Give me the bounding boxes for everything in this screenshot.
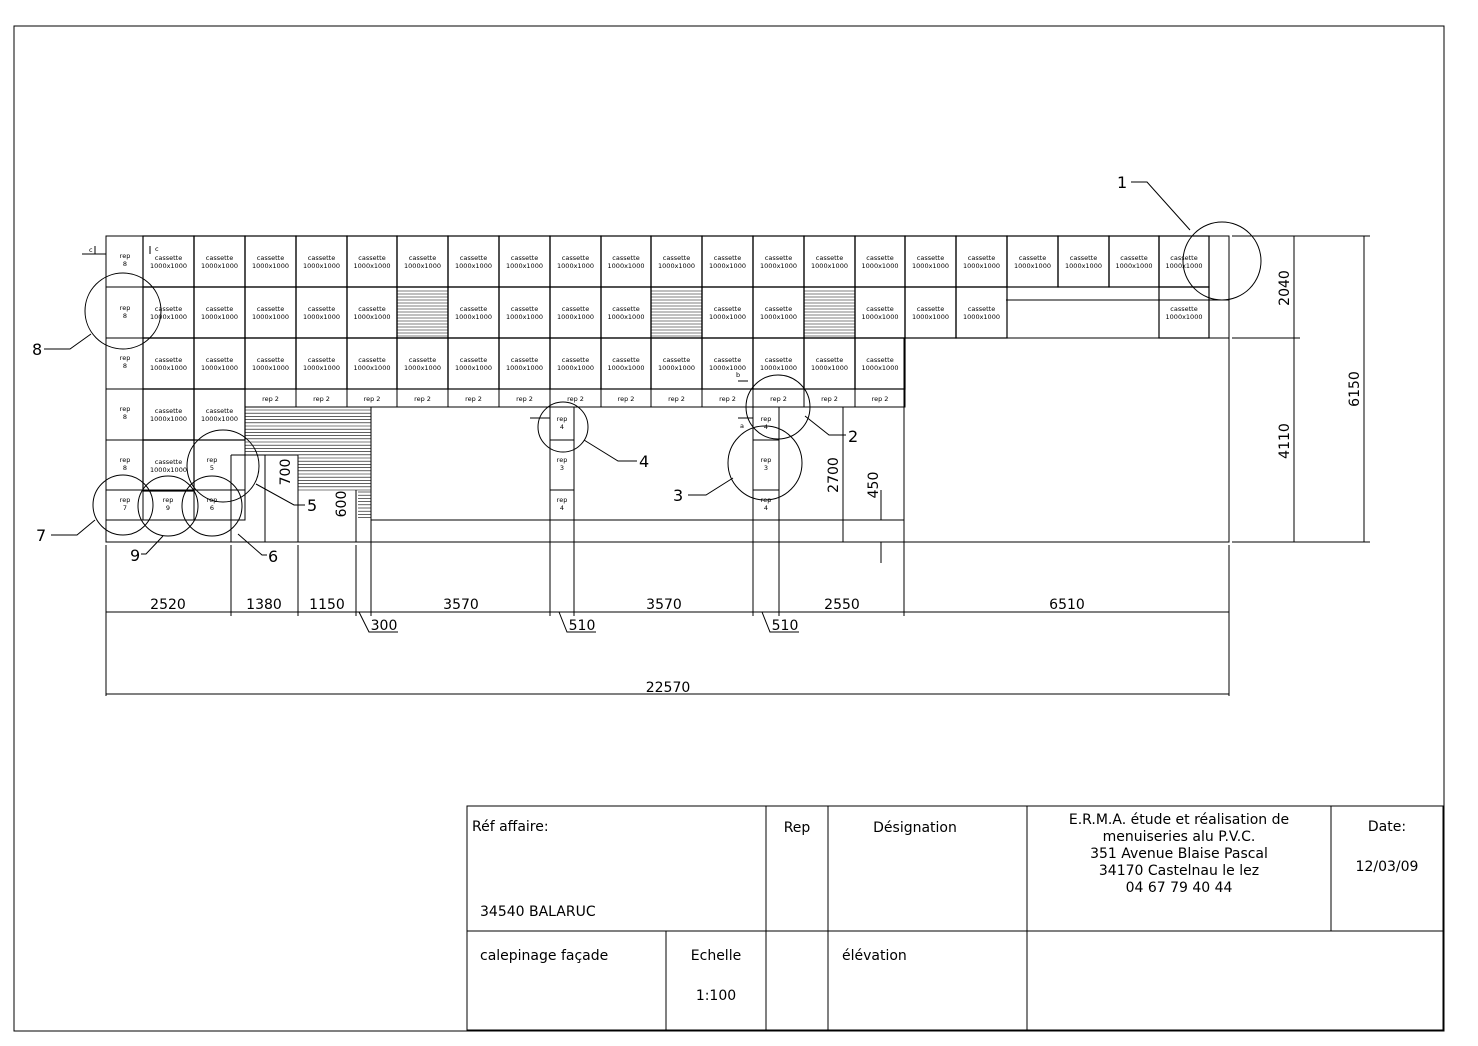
cassette-label: cassette xyxy=(866,305,894,313)
cassette-size: 1000x1000 xyxy=(811,364,848,372)
cassette-label: cassette xyxy=(307,254,336,262)
rep-label: 8 xyxy=(122,312,128,320)
cassette-size: 1000x1000 xyxy=(201,364,238,372)
cassette-label: cassette xyxy=(866,254,894,262)
cassette-label: cassette xyxy=(713,254,742,262)
tiny-mark-c: c xyxy=(89,246,93,254)
dim-510: 510 xyxy=(568,618,596,634)
tiny-marks xyxy=(82,246,753,418)
cassette-label: cassette xyxy=(612,254,640,262)
cassette-label: cassette xyxy=(713,356,742,364)
rep-label: 8 xyxy=(122,260,128,268)
callout-5: 5 xyxy=(307,496,318,515)
cassette-size: 1000x1000 xyxy=(353,364,391,372)
dim-450: 450 xyxy=(866,471,882,499)
pier-label: 4 xyxy=(763,423,769,431)
rep2-label: rep 2 xyxy=(313,395,330,403)
cassette-size: 1000x1000 xyxy=(912,313,949,321)
cassette-size: 1000x1000 xyxy=(303,262,340,270)
dim-3570: 3570 xyxy=(646,597,682,613)
callout-3: 3 xyxy=(673,486,684,505)
dim-600: 600 xyxy=(334,490,350,518)
company-line: menuiseries alu P.V.C. xyxy=(1102,829,1256,845)
cassette-size: 1000x1000 xyxy=(861,313,899,321)
cassette-label: cassette xyxy=(205,254,234,262)
cassette-size: 1000x1000 xyxy=(709,364,746,372)
cassette-size: 1000x1000 xyxy=(760,364,797,372)
callout-4: 4 xyxy=(639,452,650,471)
rep2-label: rep 2 xyxy=(617,395,635,403)
cassette-size: 1000x1000 xyxy=(760,262,797,270)
dim-1150: 1150 xyxy=(309,597,345,613)
dim-4110: 4110 xyxy=(1277,423,1293,459)
cassette-size: 1000x1000 xyxy=(557,364,594,372)
rep2-label: rep 2 xyxy=(465,395,482,403)
cassette-label: cassette xyxy=(561,305,590,313)
rep-label: rep xyxy=(162,496,174,504)
cassette-label: cassette xyxy=(764,254,793,262)
cassette-label: cassette xyxy=(1069,254,1098,262)
tiny-mark-a: a xyxy=(740,422,744,430)
pier-label: rep xyxy=(760,415,772,423)
rep-label: rep xyxy=(119,252,131,260)
cassette-label: cassette xyxy=(662,254,691,262)
rep-label: 8 xyxy=(122,362,128,370)
cassette-label: cassette xyxy=(256,356,285,364)
rep2-label: rep 2 xyxy=(668,395,685,403)
rep2-label: rep 2 xyxy=(516,395,533,403)
cassette-size: 1000x1000 xyxy=(963,313,1000,321)
pier-label: rep xyxy=(760,496,772,504)
cassette-size: 1000x1000 xyxy=(150,313,187,321)
cassette-label: cassette xyxy=(561,254,590,262)
sheet-title: calepinage façade xyxy=(480,948,609,964)
cassette-size: 1000x1000 xyxy=(506,313,543,321)
cassette-label: cassette xyxy=(256,305,285,313)
callout-2: 2 xyxy=(848,427,859,446)
cassette-size: 1000x1000 xyxy=(252,364,289,372)
cassette-label: cassette xyxy=(459,305,488,313)
cassette-label: cassette xyxy=(510,254,539,262)
rep-label: 6 xyxy=(209,504,215,512)
cassette-label: cassette xyxy=(1120,254,1148,262)
dim-300: 300 xyxy=(370,618,398,634)
cassette-size: 1000x1000 xyxy=(607,364,645,372)
cassette-label: cassette xyxy=(256,254,285,262)
cassette-size: 1000x1000 xyxy=(1115,262,1153,270)
cassette-label: cassette xyxy=(1170,254,1198,262)
pier-label: rep xyxy=(760,456,772,464)
cassette-label: cassette xyxy=(205,305,234,313)
rep-label: rep xyxy=(119,304,131,312)
designation-header: Désignation xyxy=(873,820,957,836)
cassette-size: 1000x1000 xyxy=(404,262,441,270)
cassette-label: cassette xyxy=(1018,254,1047,262)
cassette-panel xyxy=(651,287,702,338)
rep2-label: rep 2 xyxy=(770,395,787,403)
dim-6510: 6510 xyxy=(1049,597,1085,613)
cassette-label: cassette xyxy=(815,254,844,262)
ref-city: 34540 BALARUC xyxy=(480,904,596,920)
dim-3570: 3570 xyxy=(443,597,479,613)
cassette-panel xyxy=(397,287,448,338)
date-label: Date: xyxy=(1367,819,1407,835)
cassette-label: cassette xyxy=(307,356,336,364)
rep2-label: rep 2 xyxy=(567,395,584,403)
cassette-size: 1000x1000 xyxy=(404,364,441,372)
pier-label: 4 xyxy=(559,423,565,431)
rep-label: rep xyxy=(206,456,218,464)
cassette-label: cassette xyxy=(358,254,386,262)
cassette-size: 1000x1000 xyxy=(252,313,289,321)
rep-header: Rep xyxy=(783,820,811,836)
pier-label: 4 xyxy=(763,504,769,512)
pier-label: 4 xyxy=(559,504,565,512)
rep5-panel xyxy=(194,440,245,490)
pier-label: 3 xyxy=(559,464,565,472)
cassette-label: cassette xyxy=(815,356,844,364)
cassette-label: cassette xyxy=(1170,305,1198,313)
cassette-label: cassette xyxy=(764,356,793,364)
date-value: 12/03/09 xyxy=(1355,859,1419,875)
cassette-size: 1000x1000 xyxy=(353,262,391,270)
tiny-mark-b: b xyxy=(736,371,741,379)
cassette-label: cassette xyxy=(612,356,640,364)
cassette-size: 1000x1000 xyxy=(658,364,695,372)
cassette-size: 1000x1000 xyxy=(201,262,238,270)
cassette-label: cassette xyxy=(459,356,488,364)
rep-label: 7 xyxy=(122,504,128,512)
cassette-label: cassette xyxy=(154,356,183,364)
cassette-label: cassette xyxy=(764,305,793,313)
cassette-label: cassette xyxy=(154,305,183,313)
cassette-size: 1000x1000 xyxy=(150,466,187,474)
cassette-label: cassette xyxy=(866,356,894,364)
cassette-label: cassette xyxy=(358,356,386,364)
cassette-size: 1000x1000 xyxy=(506,262,543,270)
cassette-label: cassette xyxy=(459,254,488,262)
dim-2700: 2700 xyxy=(826,457,842,493)
dim-6150: 6150 xyxy=(1347,371,1363,407)
cassette-size: 1000x1000 xyxy=(150,364,187,372)
pier-label: rep xyxy=(556,415,568,423)
rep-piers xyxy=(550,407,779,520)
cassette-size: 1000x1000 xyxy=(557,262,594,270)
cassette-label: cassette xyxy=(408,254,437,262)
callout-1: 1 xyxy=(1117,173,1128,192)
rep2-label: rep 2 xyxy=(871,395,889,403)
cassette-size: 1000x1000 xyxy=(963,262,1000,270)
cassette-size: 1000x1000 xyxy=(557,313,594,321)
cassette-size: 1000x1000 xyxy=(709,262,746,270)
view-label: élévation xyxy=(842,948,907,964)
pier-label: rep xyxy=(556,456,568,464)
cassette-size: 1000x1000 xyxy=(607,262,645,270)
dim-700: 700 xyxy=(278,458,294,486)
cassette-size: 1000x1000 xyxy=(861,364,899,372)
company-line: E.R.M.A. étude et réalisation de xyxy=(1068,812,1290,828)
ref-label: Réf affaire: xyxy=(472,819,549,835)
rep-label: 8 xyxy=(122,413,128,421)
callout-6: 6 xyxy=(268,547,279,566)
rep-label: rep xyxy=(119,456,131,464)
cassette-size: 1000x1000 xyxy=(455,364,492,372)
cassette-label: cassette xyxy=(967,305,996,313)
cassette-size: 1000x1000 xyxy=(303,364,340,372)
cassette-size: 1000x1000 xyxy=(150,262,187,270)
cassette-label: cassette xyxy=(408,356,437,364)
title-block xyxy=(467,806,1443,1030)
cassette-size: 1000x1000 xyxy=(1065,262,1102,270)
rep-label: rep xyxy=(119,405,131,413)
cassette-grid xyxy=(106,236,1209,491)
rep-label: rep xyxy=(206,496,218,504)
cassette-size: 1000x1000 xyxy=(811,262,848,270)
cassette-size: 1000x1000 xyxy=(1165,313,1203,321)
cassette-label: cassette xyxy=(713,305,742,313)
tiny-mark-c: c xyxy=(155,245,159,253)
cassette-panel xyxy=(804,287,855,338)
cassette-label: cassette xyxy=(154,254,183,262)
company-line: 34170 Castelnau le lez xyxy=(1098,863,1260,879)
cassette-label: cassette xyxy=(967,254,996,262)
cassette-size: 1000x1000 xyxy=(252,262,289,270)
scale-label: Echelle xyxy=(690,948,742,964)
scale-value: 1:100 xyxy=(695,988,737,1004)
title-block-frame xyxy=(467,806,1443,1030)
cassette-label: cassette xyxy=(154,458,183,466)
dim-2040: 2040 xyxy=(1277,270,1293,306)
cassette-label: cassette xyxy=(916,254,945,262)
cassette-size: 1000x1000 xyxy=(658,262,695,270)
callout-8: 8 xyxy=(32,340,43,359)
dim-510: 510 xyxy=(771,618,799,634)
dim-2520: 2520 xyxy=(150,597,186,613)
cassette-size: 1000x1000 xyxy=(912,262,949,270)
cassette-size: 1000x1000 xyxy=(607,313,645,321)
cassette-size: 1000x1000 xyxy=(709,313,746,321)
rep2-label: rep 2 xyxy=(821,395,838,403)
cassette-label: cassette xyxy=(358,305,386,313)
cassette-label: cassette xyxy=(510,356,539,364)
rep-label: rep xyxy=(119,496,131,504)
rep-label: 5 xyxy=(209,464,215,472)
company-line: 04 67 79 40 44 xyxy=(1125,880,1233,896)
cassette-size: 1000x1000 xyxy=(760,313,797,321)
cassette-size: 1000x1000 xyxy=(150,415,187,423)
cassette-label: cassette xyxy=(612,305,640,313)
cassette-label: cassette xyxy=(561,356,590,364)
cassette-label: cassette xyxy=(662,356,691,364)
rep2-label: rep 2 xyxy=(414,395,431,403)
cassette-label: cassette xyxy=(205,356,234,364)
company-line: 351 Avenue Blaise Pascal xyxy=(1090,846,1268,862)
rep2-label: rep 2 xyxy=(719,395,736,403)
cassette-size: 1000x1000 xyxy=(201,313,238,321)
cassette-label: cassette xyxy=(154,407,183,415)
cassette-size: 1000x1000 xyxy=(1014,262,1051,270)
dim-2550: 2550 xyxy=(824,597,860,613)
dim-1380: 1380 xyxy=(246,597,282,613)
cassette-size: 1000x1000 xyxy=(455,313,492,321)
callout-9: 9 xyxy=(130,546,141,565)
cassette-size: 1000x1000 xyxy=(201,415,238,423)
cassette-label: cassette xyxy=(510,305,539,313)
dim-22570: 22570 xyxy=(645,680,691,696)
cassette-size: 1000x1000 xyxy=(1165,262,1203,270)
cassette-label: cassette xyxy=(205,407,234,415)
cassette-size: 1000x1000 xyxy=(303,313,340,321)
callout-7: 7 xyxy=(36,526,47,545)
pier-label: rep xyxy=(556,496,568,504)
rep2-label: rep 2 xyxy=(262,395,279,403)
rep-label: 8 xyxy=(122,464,128,472)
pier-label: 3 xyxy=(763,464,769,472)
cassette-size: 1000x1000 xyxy=(455,262,492,270)
rep-label: rep xyxy=(119,354,131,362)
cassette-size: 1000x1000 xyxy=(861,262,899,270)
cassette-label: cassette xyxy=(307,305,336,313)
rep2-label: rep 2 xyxy=(363,395,381,403)
rep-label: 9 xyxy=(165,504,171,512)
cassette-size: 1000x1000 xyxy=(353,313,391,321)
cassette-size: 1000x1000 xyxy=(506,364,543,372)
callout-circle-5 xyxy=(187,430,259,502)
cassette-label: cassette xyxy=(916,305,945,313)
